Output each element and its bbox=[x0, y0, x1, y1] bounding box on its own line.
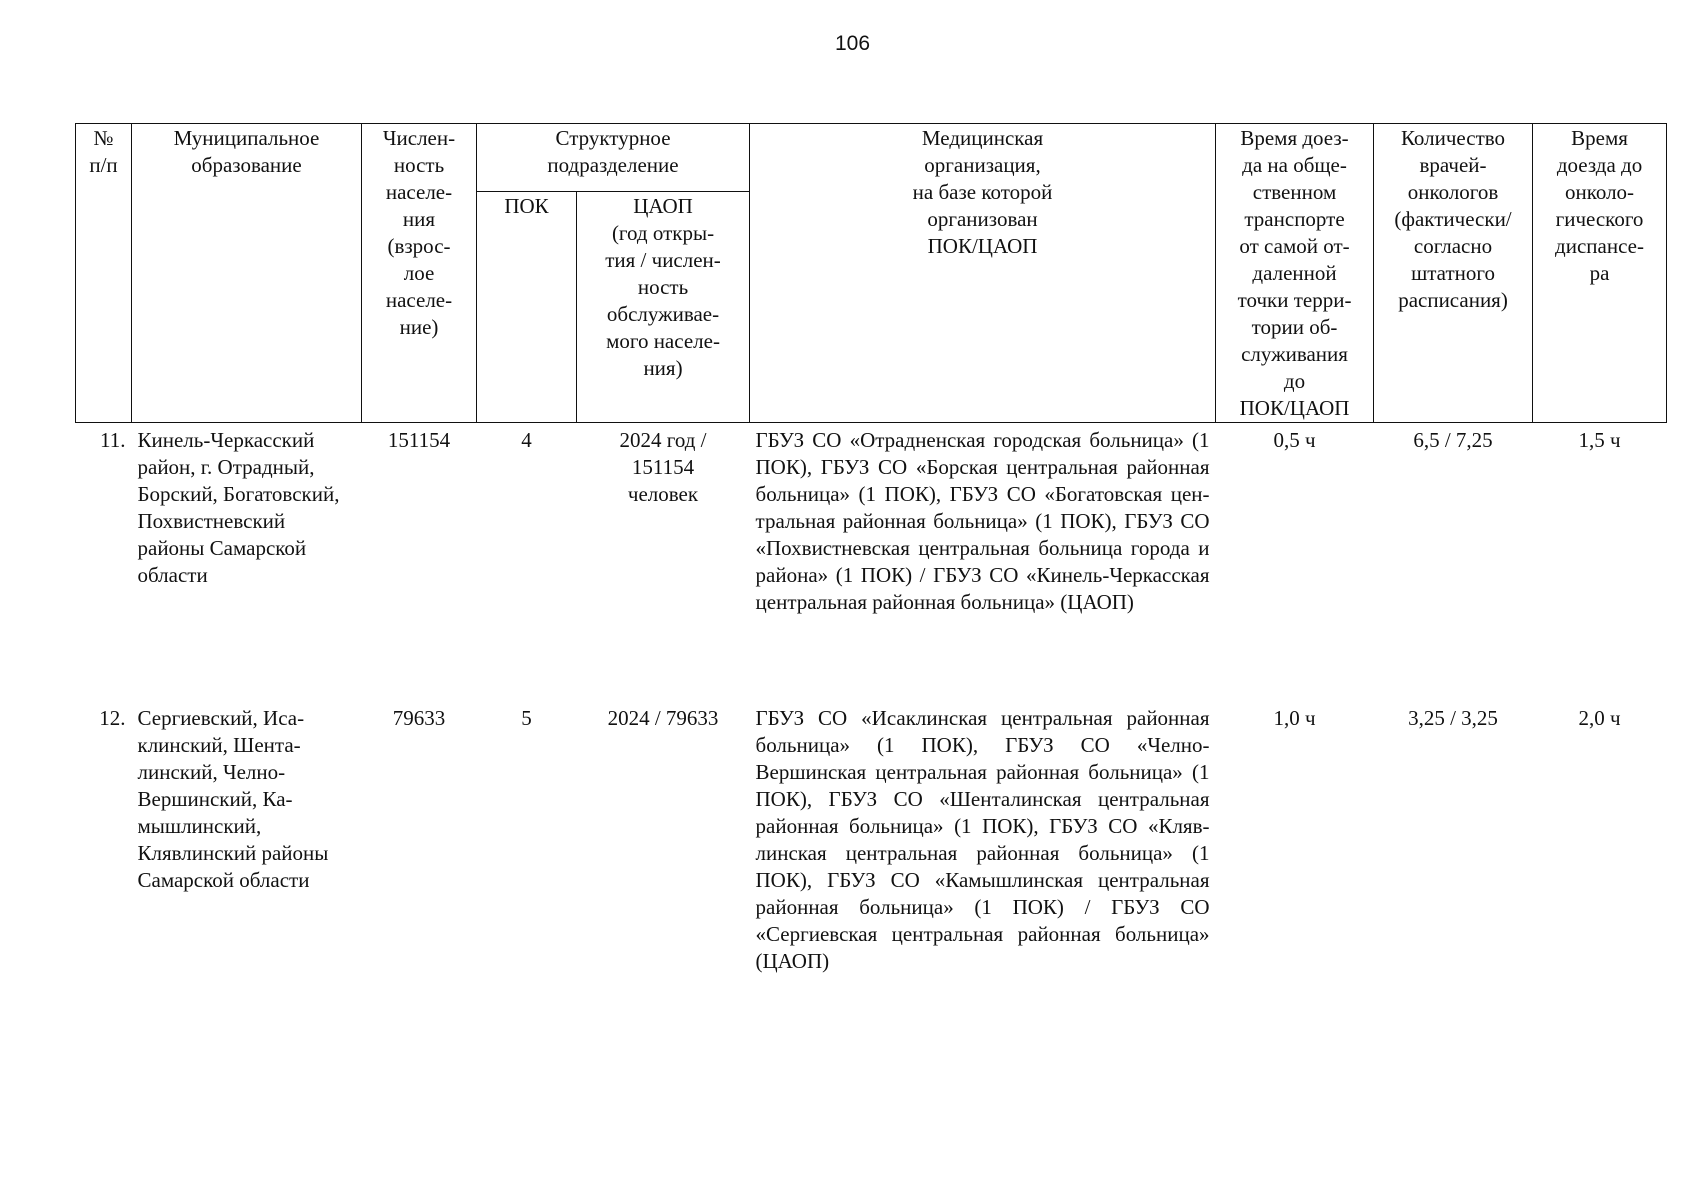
oncology-units-table bbox=[75, 123, 1667, 975]
population-cell: 79633 bbox=[392, 706, 446, 730]
header-structural-unit: Структурное подразделение bbox=[477, 124, 750, 192]
header-caop: ЦАОП (год откры- тия / числен- ность обслуживае- мого населе- ния) bbox=[577, 191, 750, 422]
table-row bbox=[76, 423, 1667, 700]
header-dispensary-time: Время доезда до онколо- гического диспансе- ра bbox=[1533, 124, 1667, 423]
dispensary-time-cell: 2,0 ч bbox=[1578, 706, 1621, 730]
header-medical-organization: Медицинская организация, на базе которой организован ПОК/ЦАОП bbox=[750, 124, 1216, 423]
header-pok: ПОК bbox=[477, 191, 577, 422]
row-number: 11. bbox=[100, 428, 126, 452]
caop-cell: 2024 / 79633 bbox=[607, 706, 719, 730]
header-travel-time: Время доез- да на обще- ственном транспорте от самой от- даленной точки терри- тории об- служивания до ПОК/ЦАОП bbox=[1216, 124, 1374, 423]
row-number: 12. bbox=[99, 706, 126, 730]
municipality-cell: Сергиевский, Исаклинский, Шенталинский, Челно-Вершинский, Камышлинский, Клявлинский районы Самарской области bbox=[137, 706, 329, 892]
table-header bbox=[76, 124, 1667, 423]
table-body bbox=[76, 423, 1667, 976]
header-num: № п/п bbox=[76, 124, 132, 423]
medical-organization-cell: ГБУЗ СО «Исаклинская центральная районная больница» (1 ПОК), ГБУЗ СО «Челно-Вершинская центральная районная больница» (1 ПОК), ГБУЗ СО «Шенталинская центральная районная больница» (1 ПОК), ГБУЗ СО «Клявлинская центральная районная больница» (1 ПОК), ГБУЗ СО «Камышлинская центральная районная больница» (1 ПОК) / ГБУЗ СО «Сергиевская центральная районная больница» (ЦАОП) bbox=[755, 706, 1210, 973]
municipality-cell: Кинель-Черкасский район, г. Отрадный, Борский, Богатовский, Похвистневский районы Самарской области bbox=[137, 428, 340, 587]
pok-cell: 5 bbox=[521, 706, 532, 730]
page-number: 106 bbox=[834, 32, 871, 55]
header-population: Числен- ность населе- ния (взрос- лое населе- ние) bbox=[362, 124, 477, 423]
medical-organization-cell: ГБУЗ СО «Отрадненская городская больница» (1 ПОК), ГБУЗ СО «Борская центральная районная больница» (1 ПОК), ГБУЗ СО «Богатовская центральная районная больница» (1 ПОК), ГБУЗ СО «Похвистневская центральная больница города и района» (1 ПОК) / ГБУЗ СО «Кинель-Черкасская центральная районная больница» (ЦАОП) bbox=[755, 428, 1210, 614]
header-oncologists-count: Количество врачей- онкологов (фактически/ согласно штатного расписания) bbox=[1374, 124, 1533, 423]
dispensary-time-cell: 1,5 ч bbox=[1578, 428, 1621, 452]
travel-time-cell: 1,0 ч bbox=[1273, 706, 1316, 730]
oncologists-cell: 6,5 / 7,25 bbox=[1413, 428, 1493, 452]
caop-cell: 2024 год / 151154 человек bbox=[619, 428, 707, 506]
travel-time-cell: 0,5 ч bbox=[1273, 428, 1316, 452]
header-municipality: Муниципальное образование bbox=[132, 124, 362, 423]
header-row-top bbox=[76, 124, 1667, 192]
pok-cell: 4 bbox=[521, 428, 532, 452]
population-cell: 151154 bbox=[387, 428, 451, 452]
oncologists-cell: 3,25 / 3,25 bbox=[1408, 706, 1498, 730]
table-row bbox=[76, 699, 1667, 975]
